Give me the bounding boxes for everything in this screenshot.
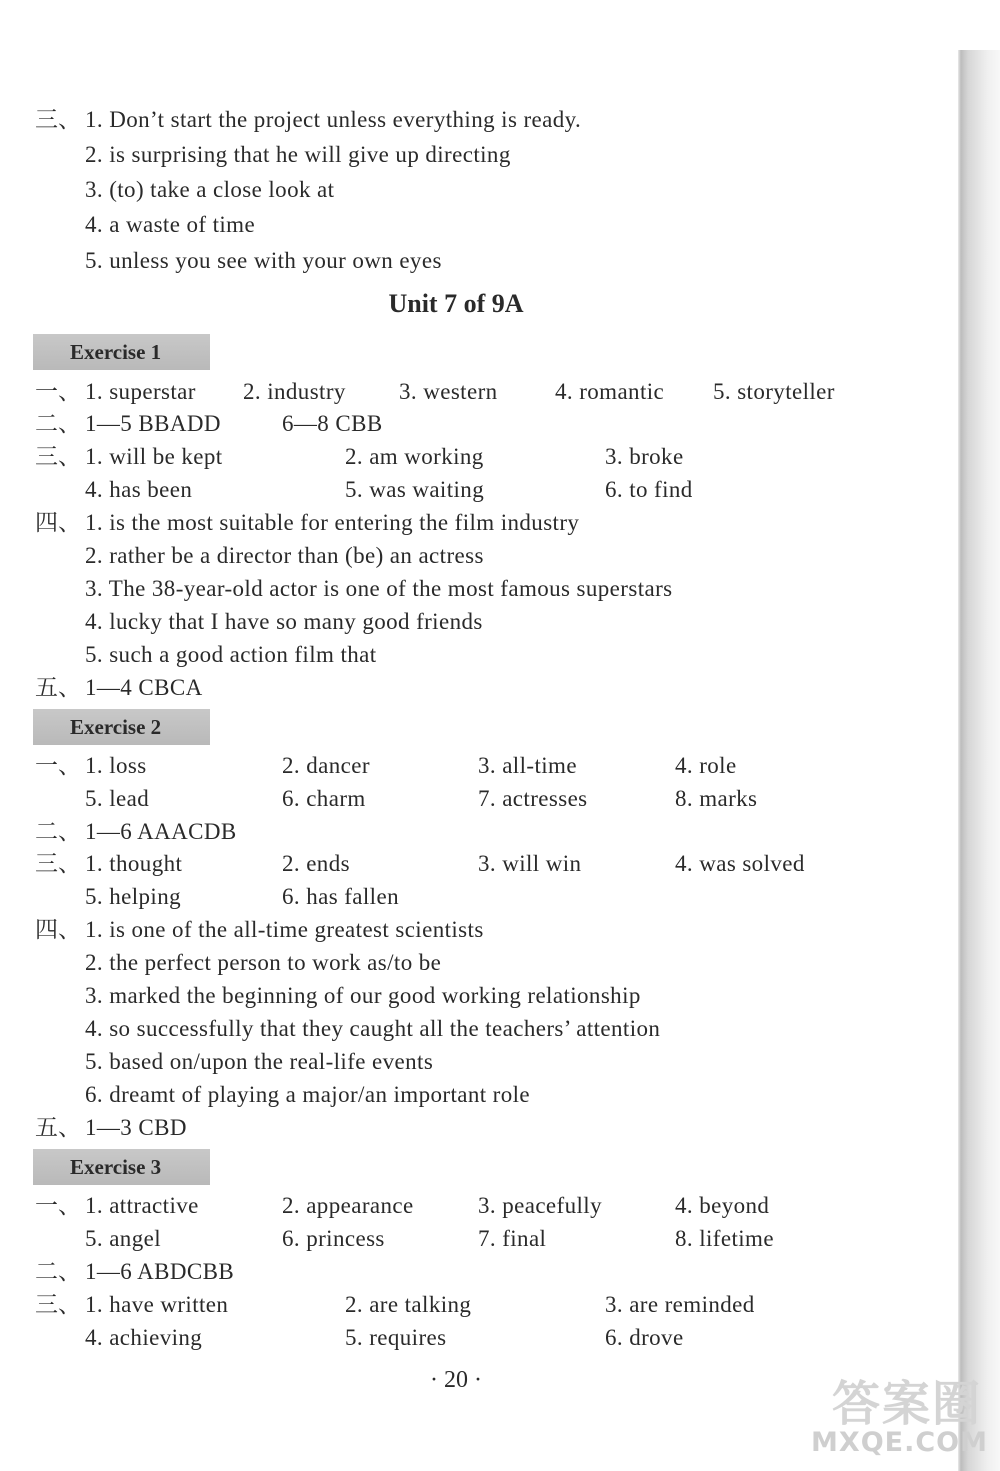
answer-item: 6. drove [605, 1325, 684, 1350]
section-label: 三、 [35, 851, 81, 877]
section-label: 二、 [35, 1259, 81, 1285]
answer-line: 3. The 38-year-old actor is one of the most famous superstars [85, 576, 673, 601]
answer-item: 5. lead [85, 786, 150, 811]
answer-line: 2. is surprising that he will give up directing [85, 142, 511, 167]
answer-item: 1. will be kept [85, 444, 223, 469]
answer-item: 4. achieving [85, 1325, 203, 1350]
answer-item: 2. am working [345, 444, 484, 469]
section-label: 一、 [35, 753, 81, 779]
section-label: 二、 [35, 819, 81, 845]
answer-item: 4. beyond [675, 1193, 770, 1218]
answer-line: 4. a waste of time [85, 212, 256, 237]
answer-item: 3. broke [605, 444, 684, 469]
answer-item: 2. ends [282, 851, 350, 876]
exercise-2-header: Exercise 2 [33, 709, 210, 745]
answer-line: 2. the perfect person to work as/to be [85, 950, 442, 975]
answer-item: 3. peacefully [478, 1193, 602, 1218]
answer-line: 1. Don’t start the project unless everything is ready. [85, 107, 582, 132]
answer-item: 1. have written [85, 1292, 229, 1317]
section-label: 四、 [35, 917, 81, 943]
watermark-logo: 答案圈 [831, 1376, 982, 1432]
answer-line: 4. so successfully that they caught all the teachers’ attention [85, 1016, 661, 1041]
answer-line: 5. based on/upon the real-life events [85, 1049, 434, 1074]
section-label: 二、 [35, 411, 81, 437]
answer-item: 1—6 AAACDB [85, 819, 237, 844]
answer-item: 3. are reminded [605, 1292, 755, 1317]
answer-item: 1—6 ABDCBB [85, 1259, 235, 1284]
answer-line: 3. marked the beginning of our good working relationship [85, 983, 641, 1008]
answer-item: 1. superstar [85, 379, 196, 404]
section-label: 三、 [35, 1292, 81, 1318]
answer-item: 1—4 CBCA [85, 675, 203, 700]
answer-item: 6—8 CBB [282, 411, 383, 436]
answer-item: 7. final [478, 1226, 547, 1251]
answer-item: 2. are talking [345, 1292, 472, 1317]
answer-item: 6. charm [282, 786, 366, 811]
watermark [811, 1361, 1000, 1471]
answer-item: 4. romantic [555, 379, 665, 404]
answer-item: 3. will win [478, 851, 582, 876]
answer-item: 1. loss [85, 753, 147, 778]
answer-item: 1—3 CBD [85, 1115, 187, 1140]
unit-title: Unit 7 of 9A [388, 289, 524, 318]
answer-line: 4. lucky that I have so many good friends [85, 609, 483, 634]
section-label: 五、 [35, 675, 81, 701]
answer-item: 2. dancer [282, 753, 370, 778]
answer-line: 6. dreamt of playing a major/an important role [85, 1082, 531, 1107]
answer-item: 6. princess [282, 1226, 385, 1251]
answer-item: 1. thought [85, 851, 183, 876]
answer-item: 5. requires [345, 1325, 447, 1350]
section-label: 三、 [35, 107, 81, 133]
answer-item: 6. has fallen [282, 884, 399, 909]
page-number: · 20 · [430, 1367, 482, 1393]
section-label: 五、 [35, 1115, 81, 1141]
answer-line: 1. is one of the all-time greatest scientists [85, 917, 484, 942]
answer-line: 1. is the most suitable for entering the film industry [85, 510, 580, 535]
section-label: 四、 [35, 510, 81, 536]
answer-item: 8. lifetime [675, 1226, 774, 1251]
answer-item: 7. actresses [478, 786, 588, 811]
answer-item: 1. attractive [85, 1193, 199, 1218]
answer-item: 4. was solved [675, 851, 805, 876]
answer-item: 8. marks [675, 786, 758, 811]
watermark-url: MXQE.COM [811, 1427, 988, 1458]
book-spine-shadow [958, 50, 1000, 1471]
answer-item: 1—5 BBADD [85, 411, 221, 436]
answer-line: 5. unless you see with your own eyes [85, 248, 442, 273]
exercise-1-header: Exercise 1 [33, 334, 210, 370]
answer-line: 5. such a good action film that [85, 642, 377, 667]
section-label: 一、 [35, 379, 81, 405]
answer-item: 4. role [675, 753, 737, 778]
answer-line: 3. (to) take a close look at [85, 177, 335, 202]
answer-item: 5. was waiting [345, 477, 485, 502]
exercise-3-header: Exercise 3 [33, 1149, 210, 1185]
answer-item: 2. industry [243, 379, 346, 404]
answer-item: 6. to find [605, 477, 693, 502]
answer-item: 2. appearance [282, 1193, 414, 1218]
answer-line: 2. rather be a director than (be) an actress [85, 543, 484, 568]
answer-item: 5. helping [85, 884, 181, 909]
answer-item: 5. angel [85, 1226, 162, 1251]
section-label: 三、 [35, 444, 81, 470]
answer-item: 3. western [399, 379, 498, 404]
answer-item: 5. storyteller [713, 379, 835, 404]
answer-item: 4. has been [85, 477, 193, 502]
answer-item: 3. all-time [478, 753, 577, 778]
section-label: 一、 [35, 1193, 81, 1219]
